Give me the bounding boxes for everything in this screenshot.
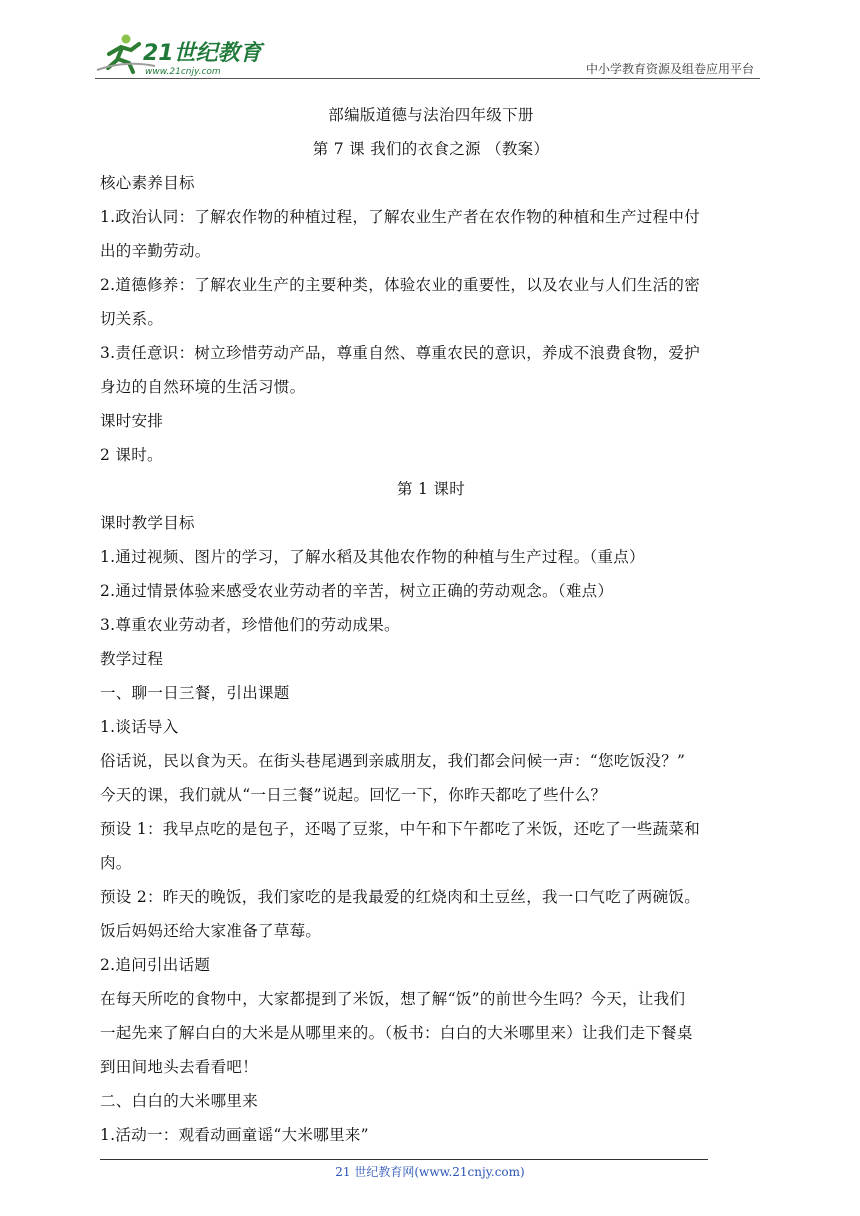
doc-title: 部编版道德与法治四年级下册 (328, 106, 534, 124)
paragraph-line: 身边的自然环境的生活习惯。 (100, 378, 306, 396)
paragraph-line: 饭后妈妈还给大家准备了草莓。 (100, 922, 322, 940)
paragraph-line: 1.政治认同：了解农作物的种植过程，了解农业生产者在农作物的种植和生产过程中付 (100, 208, 700, 226)
header-divider (95, 78, 760, 79)
section-heading: 核心素养目标 (100, 174, 195, 192)
paragraph-line: 1.谈话导入 (100, 718, 179, 736)
section-heading: 一、聊一日三餐，引出课题 (100, 684, 290, 702)
document-body (100, 98, 762, 1152)
paragraph-line: 俗话说，民以食为天。在街头巷尾遇到亲戚朋友，我们都会问候一声：“您吃饭没？” (100, 752, 686, 770)
paragraph-line: 今天的课，我们就从“一日三餐”说起。回忆一下，你昨天都吃了些什么？ (100, 786, 607, 804)
paragraph-line: 3.责任意识：树立珍惜劳动产品，尊重自然、尊重农民的意识，养成不浪费食物，爱护 (100, 344, 700, 362)
paragraph-line: 2 课时。 (100, 446, 163, 464)
logo-text: 21世纪教育 (143, 41, 262, 66)
footer-link[interactable]: 21 世纪教育网(www.21cnjy.com) (335, 1165, 525, 1179)
footer-divider (100, 1159, 708, 1160)
paragraph-line: 1.通过视频、图片的学习，了解水稻及其他农作物的种植与生产过程。（重点） (100, 548, 645, 566)
paragraph-line: 一起先来了解白白的大米是从哪里来的。（板书：白白的大米哪里来）让我们走下餐桌 (100, 1024, 693, 1042)
paragraph-line: 预设 2：昨天的晚饭，我们家吃的是我最爱的红烧肉和土豆丝，我一口气吃了两碗饭。 (100, 888, 700, 906)
paragraph-line: 1.活动一：观看动画童谣“大米哪里来” (100, 1126, 369, 1144)
paragraph-line: 切关系。 (100, 310, 164, 328)
paragraph-line: 2.通过情景体验来感受农业劳动者的辛苦，树立正确的劳动观念。（难点） (100, 582, 614, 600)
paragraph-line: 3.尊重农业劳动者，珍惜他们的劳动成果。 (100, 616, 400, 634)
section-heading: 教学过程 (100, 650, 164, 668)
paragraph-line: 出的辛勤劳动。 (100, 242, 211, 260)
paragraph-line: 在每天所吃的食物中，大家都提到了米饭，想了解“饭”的前世今生吗？今天，让我们 (100, 990, 686, 1008)
platform-name: 中小学教育资源及组卷应用平台 (585, 62, 754, 76)
section-heading: 课时安排 (100, 412, 164, 430)
section-heading: 二、白白的大米哪里来 (100, 1092, 259, 1110)
paragraph-line: 2.追问引出话题 (100, 956, 211, 974)
paragraph-line: 到田间地头去看看吧！ (100, 1058, 259, 1076)
page-header (95, 30, 760, 80)
lesson-heading: 第 1 课时 (396, 480, 466, 498)
paragraph-line: 预设 1：我早点吃的是包子，还喝了豆浆，中午和下午都吃了米饭，还吃了一些蔬菜和 (100, 820, 700, 838)
site-logo (95, 30, 265, 80)
doc-subtitle: 第 7 课 我们的衣食之源 （教案） (312, 140, 550, 158)
paragraph-line: 2.道德修养：了解农业生产的主要种类，体验农业的重要性，以及农业与人们生活的密 (100, 276, 700, 294)
paragraph-line: 肉。 (100, 854, 132, 872)
section-heading: 课时教学目标 (100, 514, 195, 532)
logo-url: www.21cnjy.com (145, 67, 221, 77)
